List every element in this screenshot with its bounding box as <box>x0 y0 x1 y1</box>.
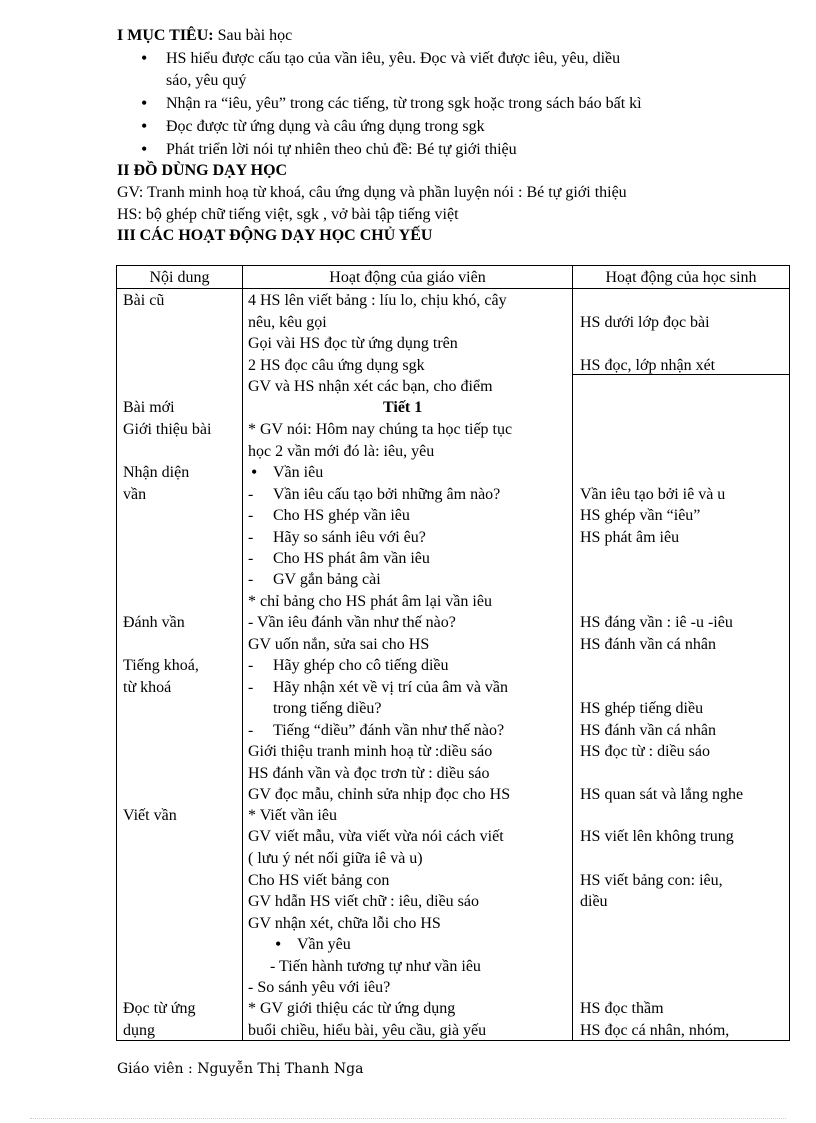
teacher-activity-line: GV viết mẫu, vừa viết vừa nói cách viết <box>248 828 504 845</box>
section-label: dụng <box>123 1022 155 1039</box>
student-activity-line: HS phát âm iêu <box>580 529 680 546</box>
section-label: Bài mới <box>123 399 175 416</box>
table-border-left <box>116 265 117 1041</box>
teacher-activity-line: Cho HS phát âm vần iêu <box>273 550 430 567</box>
teacher-activity-line: Hãy so sánh iêu với êu? <box>273 529 426 546</box>
dash-marker: - <box>248 507 254 524</box>
table-column-divider <box>572 265 573 1041</box>
teacher-activity-bullet: • Vần yêu <box>297 934 351 956</box>
dash-marker: - <box>248 550 254 567</box>
materials-hs: HS: bộ ghép chữ tiếng việt, sgk , vở bài tập tiếng việt <box>117 206 459 223</box>
teacher-activity-line: buổi chiều, hiểu bài, yêu cầu, già yếu <box>248 1022 487 1039</box>
teacher-activity-line: Hãy ghép cho cô tiếng diều <box>273 657 449 674</box>
section-label: từ khoá <box>123 679 172 696</box>
table-border-right <box>789 265 790 1041</box>
teacher-activity-line: - Vần iêu đánh vần như thế nào? <box>248 614 456 631</box>
student-activity-line: Vần iêu tạo bởi iê và u <box>580 486 726 503</box>
teacher-activity-line: Cho HS viết bảng con <box>248 872 390 889</box>
student-activity-line: HS viết lên không trung <box>580 828 734 845</box>
student-activity-line: HS đánh vần cá nhân <box>580 636 716 653</box>
student-activity-line: HS ghép vần “iêu” <box>580 507 701 524</box>
table-header-content: Nội dung <box>149 269 210 286</box>
dash-marker: - <box>248 657 254 674</box>
teacher-activity-bullet: • Vần iêu <box>273 462 323 484</box>
teacher-activity-line: Hãy nhận xét về vị trí của âm và vần <box>273 679 509 696</box>
table-column-divider <box>242 265 243 1041</box>
section-label: Bài cũ <box>123 292 165 309</box>
teacher-activity-line: * chỉ bảng cho HS phát âm lại vần iêu <box>248 593 492 610</box>
student-activity-line: HS dưới lớp đọc bài <box>580 314 710 331</box>
dash-marker: - <box>248 486 254 503</box>
teacher-activity-line: Gọi vài HS đọc từ ứng dụng trên <box>248 335 458 352</box>
lesson-period-title: Tiết 1 <box>383 399 423 416</box>
materials-gv: GV: Tranh minh hoạ từ khoá, câu ứng dụng và phần luyện nói : Bé tự giới thiệu <box>117 184 627 201</box>
section-label: vần <box>123 486 147 503</box>
section-label: Tiếng khoá, <box>123 657 199 674</box>
teacher-activity-line: trong tiếng diều? <box>273 700 382 717</box>
teacher-activity-line: * GV nói: Hôm nay chúng ta học tiếp tục <box>248 421 513 438</box>
teacher-footer: Giáo viên : Nguyễn Thị Thanh Nga <box>117 1061 364 1077</box>
teacher-activity-line: GV hdẫn HS viết chữ : iêu, diều sáo <box>248 893 480 910</box>
student-activity-line: diều <box>580 893 608 910</box>
objectives-heading: I MỤC TIÊU: Sau bài học <box>117 27 293 44</box>
table-header-student: Hoạt động của học sinh <box>605 269 757 286</box>
student-activity-line: HS đáng vần : iê -u -iêu <box>580 614 733 631</box>
teacher-activity-line: 4 HS lên viết bảng : líu lo, chịu khó, cây <box>248 292 507 309</box>
student-activity-line: HS đọc, lớp nhận xét <box>580 357 716 374</box>
activities-heading: III CÁC HOẠT ĐỘNG DẠY HỌC CHỦ YẾU <box>117 227 433 244</box>
dash-marker: - <box>248 722 254 739</box>
section-label: Đánh vần <box>123 614 185 631</box>
document-page: I MỤC TIÊU: Sau bài học HS hiểu được cấu tạo của vần iêu, yêu. Đọc và viết được iêu, yêu, diều sáo, yêu quý Nhận ra “iêu, yêu” trong các tiếng, từ trong sgk hoặc trong sách báo bất kì Đọc được từ ứng dụng và câu ứng dụng trong sgk Phát triển lời nói tự nhiên theo chủ đề: Bé tự giới thiệu II ĐỒ DÙNG DẠY HỌC GV: Tranh minh hoạ từ khoá, câu ứng dụng và phần luyện nói : Bé tự giới thiệu HS: bộ ghép chữ tiếng việt, sgk , vở bài tập tiếng việt III CÁC HOẠT ĐỘNG DẠY HỌC CHỦ YẾU Nội dung Hoạt động của giáo viên Hoạt động của học sinh Bài cũ Bài mới Giới thiệu bài Nhận diện vần Đánh vần Tiếng khoá, từ khoá Viết vần Đọc từ ứng dụng 4 HS lên viết bảng : líu lo, chịu khó, cây nêu, kêu gọi Gọi vài HS đọc từ ứng dụng trên 2 HS đọc câu ứng dụng sgk GV và HS nhận xét các bạn, cho điểm Tiết 1 * GV nói: Hôm nay chúng ta học tiếp tục học 2 vần mới đó là: iêu, yêu • Vần iêu - Vần iêu cấu tạo bởi những âm nào? - Cho HS ghép vần iêu - Hãy so sánh iêu với êu? - Cho HS phát âm vần iêu - GV gắn bảng cài * chỉ bảng cho HS phát âm lại vần iêu - Vần iêu đánh vần như thế nào? GV uốn nắn, sửa sai cho HS - Hãy ghép cho cô tiếng diều - Hãy nhận xét về vị trí của âm và vần trong tiếng diều? - Tiếng “diều” đánh vần như thế nào? Giới thiệu tranh minh hoạ từ :diều sáo HS đánh vần và đọc trơn từ : diều sáo GV đọc mẫu, chỉnh sửa nhịp đọc cho HS * Viết vần iêu GV viết mẫu, vừa viết vừa nói cách viết ( lưu ý nét nối giữa iê và u) Cho HS viết bảng con GV hdẫn HS viết chữ : iêu, diều sáo GV nhận xét, chữa lỗi cho HS • Vần yêu - Tiến hành tương tự như vần iêu - So sánh yêu với iêu? * GV giới thiệu các từ ứng dụng buổi chiều, hiểu bài, yêu cầu, già yếu HS dưới lớp đọc bài HS đọc, lớp nhận xét Vần iêu tạo bởi iê và u HS ghép vần “iêu” HS phát âm iêu HS đáng vần : iê -u -iêu HS đánh vần cá nhân HS ghép tiếng diều HS đánh vần cá nhân HS đọc từ : diều sáo HS quan sát và lắng nghe HS viết lên không trung HS viết bảng con: iêu, diều HS đọc thầm HS đọc cá nhân, nhóm, Giáo viên : Nguyễn Thị Thanh Nga <box>0 0 816 1123</box>
objective-item-continued: sáo, yêu quý <box>166 72 247 89</box>
dash-marker: - <box>248 529 254 546</box>
student-activity-line: HS quan sát và lắng nghe <box>580 786 744 803</box>
teacher-activity-line: nêu, kêu gọi <box>248 314 327 331</box>
student-activity-line: HS đọc cá nhân, nhóm, <box>580 1022 730 1039</box>
teacher-activity-line: GV nhận xét, chữa lỗi cho HS <box>248 915 441 932</box>
dash-marker: - <box>248 679 254 696</box>
teacher-activity-line: học 2 vần mới đó là: iêu, yêu <box>248 443 435 460</box>
section-label: Viết vần <box>123 807 177 824</box>
teacher-activity-line: ( lưu ý nét nối giữa iê và u) <box>248 850 423 867</box>
section-label: Giới thiệu bài <box>123 421 212 438</box>
student-activity-line: HS viết bảng con: iêu, <box>580 872 723 889</box>
teacher-activity-line: HS đánh vần và đọc trơn từ : diều sáo <box>248 765 490 782</box>
teacher-activity-line: Giới thiệu tranh minh hoạ từ :diều sáo <box>248 743 493 760</box>
table-border-top <box>116 265 790 266</box>
section-label: Nhận diện <box>123 464 190 481</box>
teacher-activity-line: - So sánh yêu với iêu? <box>248 979 391 996</box>
dash-marker: - <box>248 571 254 588</box>
page-edge-divider <box>30 1118 786 1119</box>
teacher-activity-line: Tiếng “diều” đánh vần như thế nào? <box>273 722 505 739</box>
teacher-activity-line: * GV giới thiệu các từ ứng dụng <box>248 1000 456 1017</box>
teacher-activity-line: GV gắn bảng cài <box>273 571 381 588</box>
teacher-activity-line: GV và HS nhận xét các bạn, cho điểm <box>248 378 493 395</box>
student-activity-line: HS đọc thầm <box>580 1000 664 1017</box>
teacher-activity-line: GV uốn nắn, sửa sai cho HS <box>248 636 430 653</box>
student-activity-line: HS đánh vần cá nhân <box>580 722 716 739</box>
teacher-activity-line: * Viết vần iêu <box>248 807 337 824</box>
materials-heading: II ĐỒ DÙNG DẠY HỌC <box>117 162 288 179</box>
teacher-activity-line: Cho HS ghép vần iêu <box>273 507 410 524</box>
section-label: Đọc từ ứng <box>123 1000 196 1017</box>
teacher-activity-line: GV đọc mẫu, chỉnh sửa nhịp đọc cho HS <box>248 786 511 803</box>
teacher-activity-line: - Tiến hành tương tự như vần iêu <box>270 958 481 975</box>
student-activity-line: HS đọc từ : diều sáo <box>580 743 710 760</box>
teacher-activity-line: 2 HS đọc câu ứng dụng sgk <box>248 357 425 374</box>
table-header-teacher: Hoạt động của giáo viên <box>329 269 486 286</box>
teacher-activity-line: Vần iêu cấu tạo bởi những âm nào? <box>273 486 501 503</box>
student-activity-line: HS ghép tiếng diều <box>580 700 704 717</box>
